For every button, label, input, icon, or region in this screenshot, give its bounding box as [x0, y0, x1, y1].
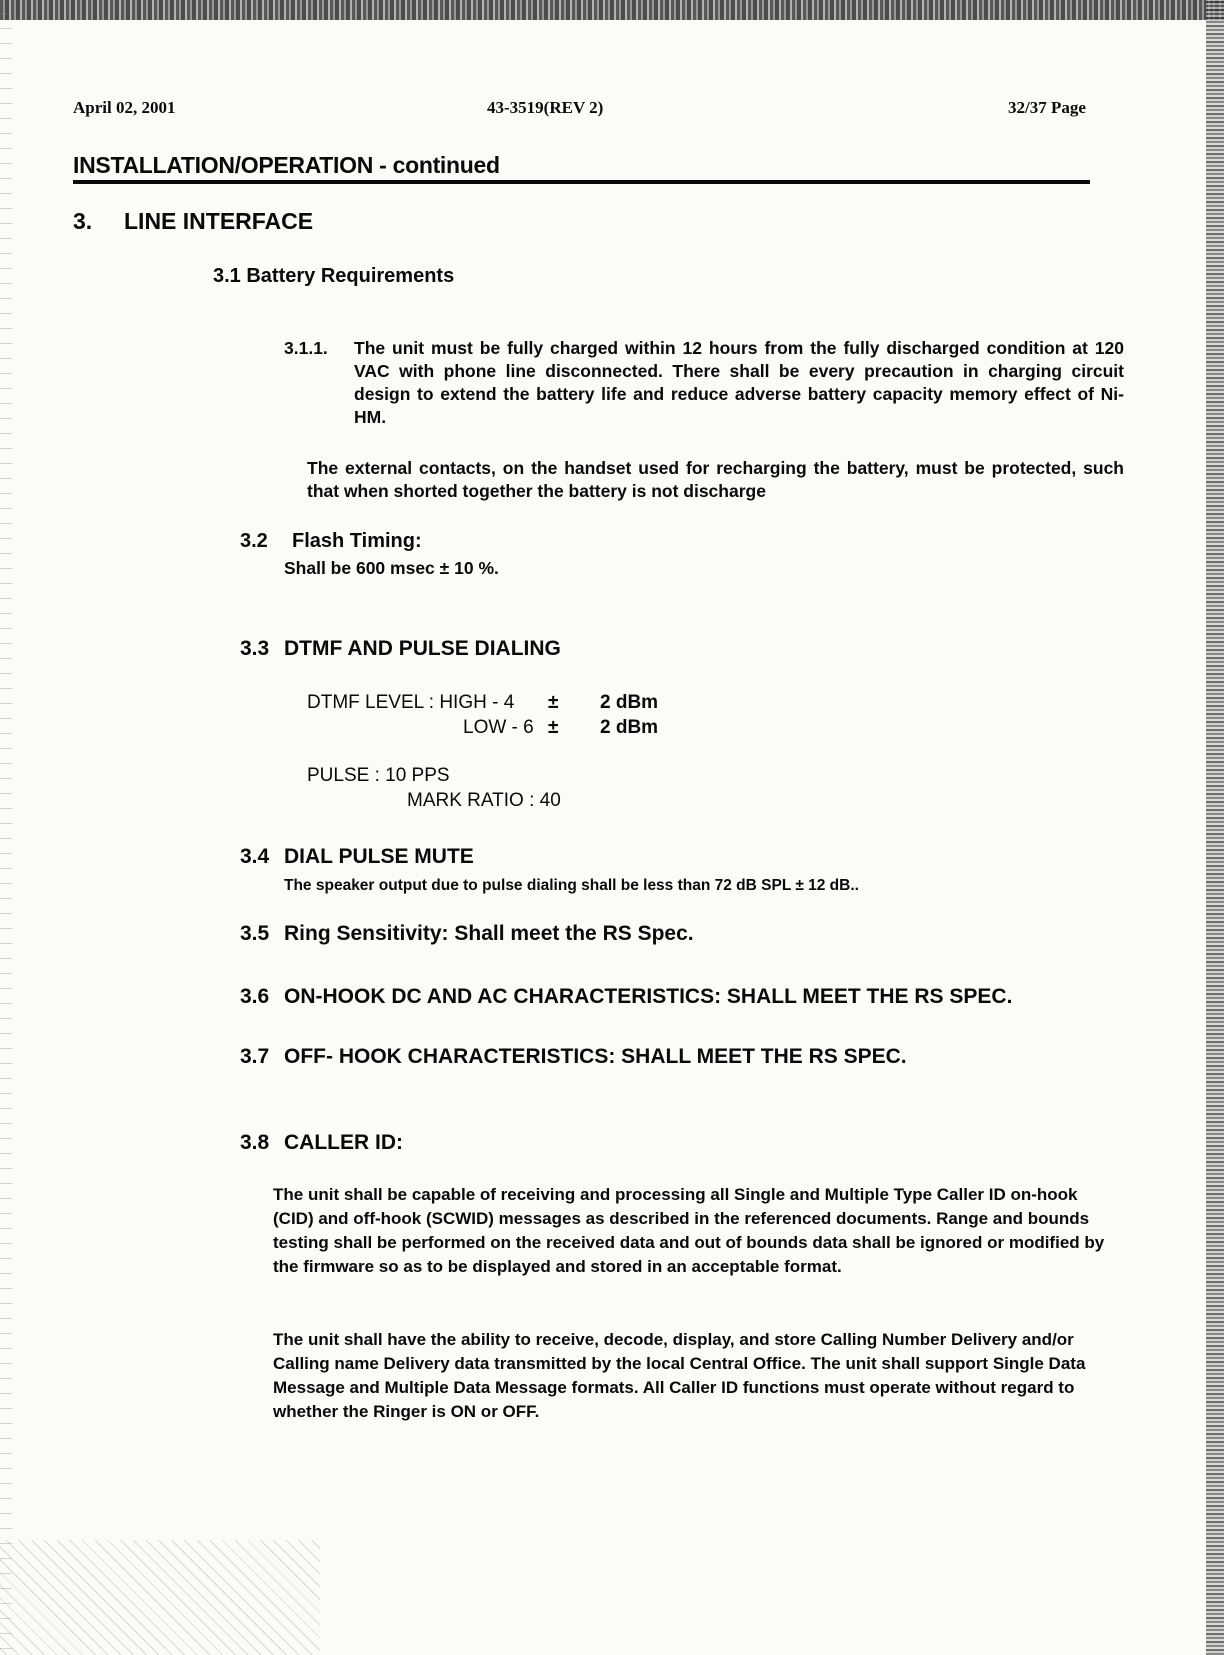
heading-3-2: Flash Timing:	[292, 530, 422, 552]
heading-3-4: DIAL PULSE MUTE	[284, 845, 474, 868]
caller-id-paragraph-1: The unit shall be capable of receiving and processing all Single and Multiple Type Caller ID on-hook (CID) and off-hook (SCWID) messages as described in the referenced documents. Range and bounds testing shall be performed on the received data and out of bounds data shall be ignored or modified by the firmware so as to be displayed and stored in an acceptable format.	[273, 1185, 1105, 1276]
heading-3-2-number: 3.2	[240, 530, 268, 552]
battery-note: The external contacts, on the handset used for recharging the battery, must be protected, such that when shorted together the battery is not discharge	[307, 458, 1124, 501]
caller-id-paragraph-2: The unit shall have the ability to receive, decode, display, and store Calling Number Delivery and/or Calling name Delivery data transmitted by the local Central Office. The unit shall support Single Data Message and Multiple Data Message formats. All Caller ID functions must operate without regard to whether the Ringer is ON or OFF.	[273, 1330, 1086, 1421]
chapter-title: LINE INTERFACE	[124, 208, 314, 234]
heading-3-7: OFF- HOOK CHARACTERISTICS: SHALL MEET THE RS SPEC.	[284, 1045, 907, 1068]
header-rule	[73, 180, 1090, 184]
heading-3-8-number: 3.8	[240, 1131, 270, 1154]
heading-3-3: DTMF AND PULSE DIALING	[284, 637, 561, 660]
heading-3-6-number: 3.6	[240, 985, 270, 1008]
heading-3-5: Ring Sensitivity: Shall meet the RS Spec.	[284, 922, 694, 945]
item-3-1-1-text: The unit must be fully charged within 12 hours from the fully discharged condition at 120 VAC with phone line disconnected. There shall be every precaution in charging circuit design to extend the battery life and reduce adverse battery capacity memory effect of Ni-HM.	[354, 338, 1124, 427]
scan-edge-right	[1206, 0, 1224, 1655]
heading-3-4-number: 3.4	[240, 845, 270, 868]
scan-edge-top	[0, 0, 1224, 20]
dtmf-low-pm: ±	[548, 717, 559, 738]
dtmf-high-label: DTMF LEVEL : HIGH - 4	[307, 692, 515, 713]
flash-timing-text: Shall be 600 msec ± 10 %.	[284, 558, 499, 578]
header-doc-number: 43-3519(REV 2)	[487, 98, 604, 117]
dtmf-high-pm: ±	[548, 692, 559, 713]
dtmf-high-value: 2 dBm	[600, 692, 659, 713]
heading-3-8: CALLER ID:	[284, 1131, 403, 1154]
heading-3-5-number: 3.5	[240, 922, 270, 945]
dtmf-low-label: LOW - 6	[463, 717, 534, 738]
pulse-rate: PULSE : 10 PPS	[307, 765, 450, 786]
scan-noise-bottom	[0, 1540, 320, 1655]
heading-3-6: ON-HOOK DC AND AC CHARACTERISTICS: SHALL MEET THE RS SPEC.	[284, 985, 1013, 1008]
dtmf-low-value: 2 dBm	[600, 717, 659, 738]
dial-pulse-mute-text: The speaker output due to pulse dialing shall be less than 72 dB SPL ± 12 dB..	[284, 877, 859, 894]
item-3-1-1-number: 3.1.1.	[284, 338, 328, 358]
section-title: INSTALLATION/OPERATION - continued	[73, 152, 500, 178]
heading-3-3-number: 3.3	[240, 637, 270, 660]
header-date: April 02, 2001	[73, 98, 176, 117]
scan-edge-left	[0, 0, 12, 1655]
heading-3-7-number: 3.7	[240, 1045, 270, 1068]
heading-3-1: 3.1 Battery Requirements	[213, 265, 455, 287]
mark-ratio: MARK RATIO : 40	[407, 790, 561, 811]
chapter-number: 3.	[73, 208, 93, 234]
header-page-number: 32/37 Page	[1008, 98, 1086, 117]
